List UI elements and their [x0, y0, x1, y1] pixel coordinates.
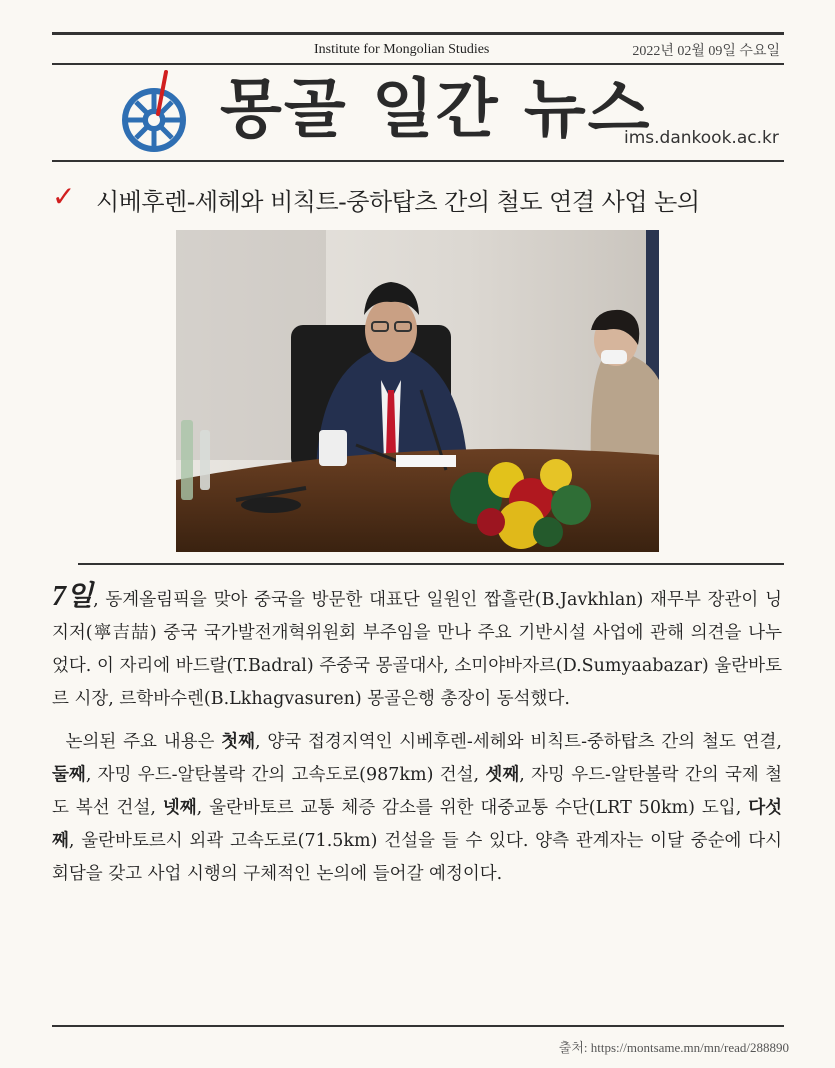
- meeting-photo: [176, 230, 659, 552]
- ordinal-fifth: 다섯째: [52, 798, 782, 851]
- article-rule: [78, 563, 784, 565]
- article-p2-text: , 자밍 우드-알탄볼락 간의 국제 철도 복선 건설,: [52, 765, 782, 818]
- masthead-rule: [52, 160, 784, 162]
- source-link[interactable]: 출처: https://montsame.mn/mn/read/288890: [558, 1040, 789, 1055]
- article-day: 7일: [52, 581, 94, 612]
- header-rule: [52, 63, 784, 65]
- article-p2-text: , 자밍 우드-알탄볼락 간의 고속도로(987km) 건설,: [85, 765, 486, 785]
- dharma-wheel-logo-icon: [118, 68, 198, 158]
- footer-rule: [52, 1025, 784, 1027]
- headline-text: 시베후렌-세헤와 비칙트-중하탑츠 간의 철도 연결 사업 논의: [96, 188, 700, 216]
- institute-name: Institute for Mongolian Studies: [314, 42, 490, 57]
- article-body: [52, 580, 782, 901]
- ordinal-fourth: 넷째: [162, 798, 197, 818]
- site-url: ims.dankook.ac.kr: [624, 128, 779, 148]
- ordinal-third: 셋째: [485, 765, 520, 785]
- ordinal-second: 둘째: [52, 765, 86, 785]
- article-p2-text: , 울란바토르 교통 체증 감소를 위한 대중교통 수단(LRT 50km) 도입,: [196, 798, 749, 818]
- checkmark-icon: ✓: [52, 180, 76, 213]
- headline: [52, 178, 792, 218]
- top-rule: [52, 32, 784, 35]
- article-p2-text: 논의된 주요 내용은: [65, 732, 222, 752]
- article-p1-text: , 동계올림픽을 맞아 중국을 방문한 대표단 일원인 짭흘란(B.Javkhlan) 재무부 장관이 닝지저(寧吉喆) 중국 국가발전개혁위원회 부주임을 만나 주요 기반시설 사업에 관해 의견을 나누었다. 이 자리에 바드랄(T.Badral) 주중국 몽골대사, 소미야바자르(D.Sumyaabazar) 울란바토르 시장, 르학바수렌(B.Lkhagvasuren) 몽골은행 총장이 동석했다.: [52, 590, 782, 709]
- article-p2-text: , 양국 접경지역인 시베후렌-세헤와 비칙트-중하탑츠 간의 철도 연결,: [255, 732, 782, 752]
- article-p2-text: , 울란바토르시 외곽 고속도로(71.5km) 건설을 들 수 있다. 양측 관계자는 이달 중순에 다시 회담을 갖고 사업 시행의 구체적인 논의에 들어갈 예정이다.: [52, 831, 782, 884]
- top-bar: [52, 38, 784, 60]
- article-paragraph-2: [52, 726, 782, 891]
- article-paragraph-1: [52, 580, 782, 716]
- masthead-title: 몽골 일간 뉴스: [220, 73, 652, 147]
- ordinal-first: 첫째: [221, 732, 256, 752]
- issue-date: 2022년 02월 09일 수요일: [632, 44, 780, 59]
